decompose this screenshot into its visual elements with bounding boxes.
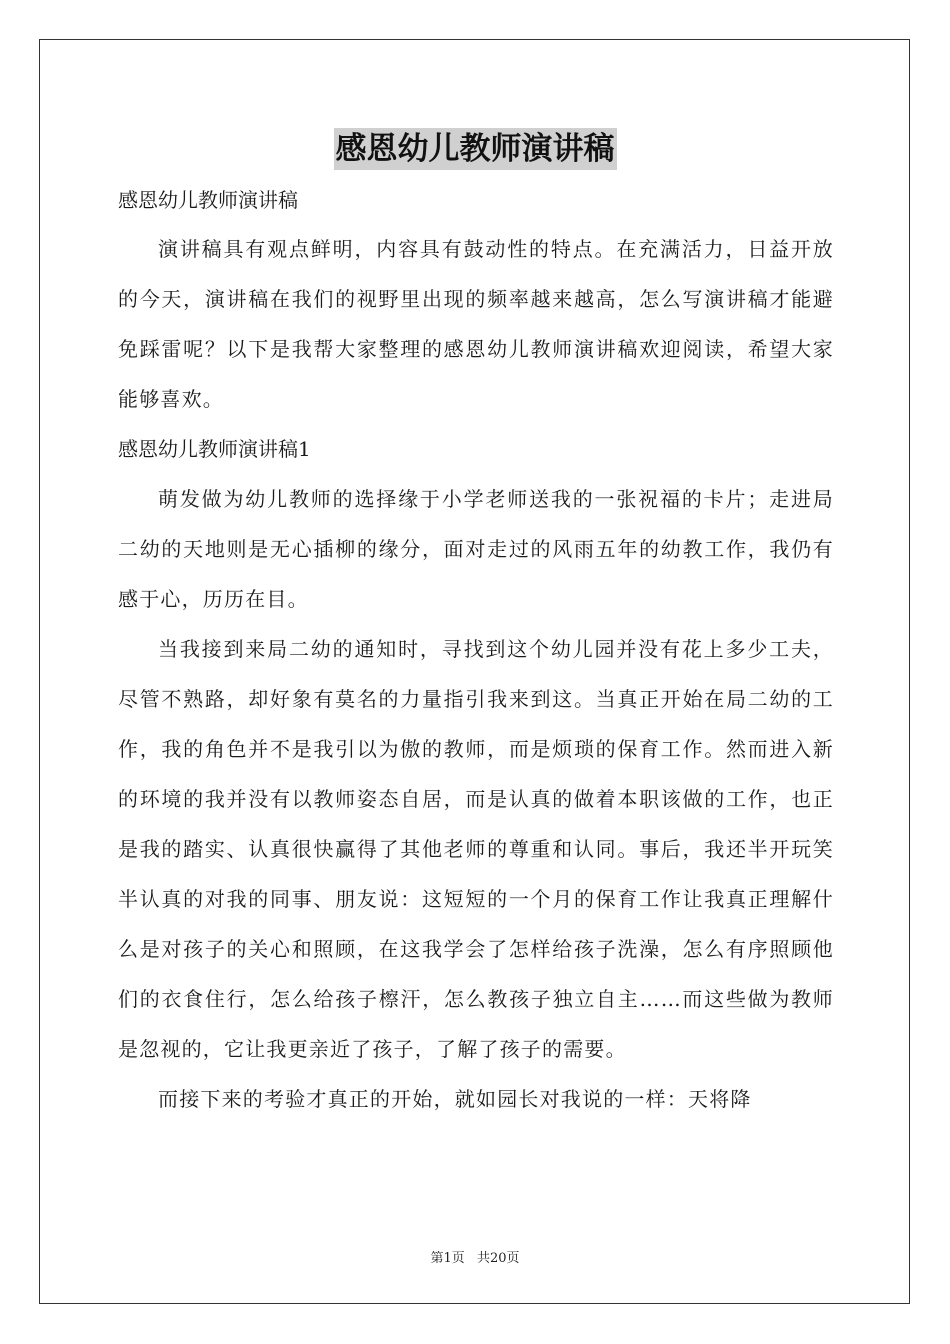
body-paragraph-1: 萌发做为幼儿教师的选择缘于小学老师送我的一张祝福的卡片；走进局二幼的天地则是无心插柳的缘分，面对走过的风雨五年的幼教工作，我仍有感于心，历历在目。 (118, 487, 834, 611)
body-paragraph-3: 而接下来的考验才真正的开始，就如园长对我说的一样：天将降 (158, 1087, 752, 1111)
page-number-total: 共20页 (476, 1251, 520, 1266)
page-number-current: 第1页 (430, 1251, 465, 1266)
section-heading: 感恩幼儿教师演讲稿1 (118, 437, 311, 461)
document-subtitle: 感恩幼儿教师演讲稿 (118, 188, 298, 212)
document-title: 感恩幼儿教师演讲稿 (334, 128, 617, 170)
title-wrap (0, 128, 950, 170)
body-paragraph-2: 当我接到来局二幼的通知时，寻找到这个幼儿园并没有花上多少工夫，尽管不熟路，却好象有莫名的力量指引我来到这。当真正开始在局二幼的工作，我的角色并不是我引以为傲的教师，而是烦琐的保育工作。然而进入新的环境的我并没有以教师姿态自居，而是认真的做着本职该做的工作，也正是我的踏实、认真很快赢得了其他老师的尊重和认同。事后，我还半开玩笑半认真的对我的同事、朋友说：这短短的一个月的保育工作让我真正理解什么是对孩子的关心和照顾，在这我学会了怎样给孩子洗澡，怎么有序照顾他们的衣食住行，怎么给孩子檫汗，怎么教孩子独立自主……而这些做为教师是忽视的，它让我更亲近了孩子，了解了孩子的需要。 (118, 637, 834, 1061)
document-body (118, 176, 834, 1124)
page-footer (0, 1247, 950, 1266)
intro-paragraph: 演讲稿具有观点鲜明，内容具有鼓动性的特点。在充满活力，日益开放的今天，演讲稿在我们的视野里出现的频率越来越高，怎么写演讲稿才能避免踩雷呢？以下是我帮大家整理的感恩幼儿教师演讲稿欢迎阅读，希望大家能够喜欢。 (118, 237, 834, 411)
